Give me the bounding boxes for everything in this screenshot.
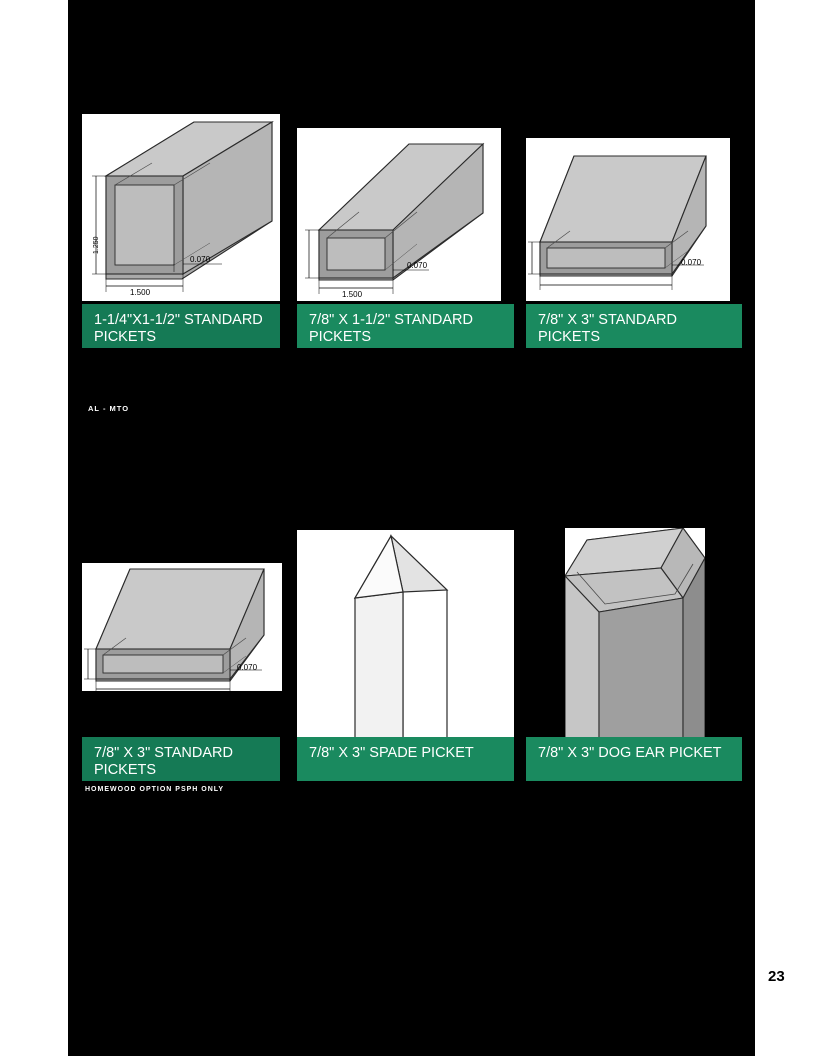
rect-tube-drawing-2	[297, 128, 501, 301]
product-image-6	[565, 528, 705, 740]
product-tile-2[interactable]	[297, 114, 514, 358]
dog-ear-picket-drawing	[565, 528, 705, 740]
product-tile-4[interactable]	[82, 563, 280, 783]
product-caption-4: 7/8" X 3" STANDARD PICKETS	[82, 737, 280, 781]
product-tile-3[interactable]	[526, 114, 742, 358]
product-tile-5[interactable]	[297, 530, 514, 783]
page-number: 23	[768, 968, 785, 985]
product-tile-6[interactable]	[526, 528, 742, 783]
dim-height-1: 1.250	[93, 236, 100, 254]
product-caption-1: 1-1/4"X1-1/2" STANDARD PICKETS	[82, 304, 280, 348]
flat-tube-drawing-3	[526, 138, 730, 301]
dim-width-1: 1.500	[130, 288, 151, 297]
spade-picket-drawing	[297, 530, 514, 738]
product-image-1	[82, 114, 280, 301]
product-caption-5: 7/8" X 3" SPADE PICKET	[297, 737, 514, 781]
product-caption-3: 7/8" X 3" STANDARD PICKETS	[526, 304, 742, 348]
dim-width-2: 1.500	[342, 290, 363, 299]
product-caption-6: 7/8" X 3" DOG EAR PICKET	[526, 737, 742, 781]
product-image-3	[526, 138, 730, 301]
dim-wall-3: 0.070	[681, 258, 702, 267]
product-image-5	[297, 530, 514, 738]
section-title	[762, 40, 796, 360]
product-image-2	[297, 128, 501, 301]
product-tile-1[interactable]	[82, 114, 280, 358]
dim-wall-1: 0.070	[190, 255, 211, 264]
dim-wall-2: 0.070	[407, 261, 428, 270]
section-title-text: HOMELAND PROFILES	[767, 40, 792, 304]
square-tube-drawing-1	[82, 114, 280, 301]
left-margin-strip	[0, 0, 68, 1056]
product-caption-2: 7/8" X 1-1/2" STANDARD PICKETS	[297, 304, 514, 348]
dim-wall-4: 0.070	[237, 663, 258, 672]
note-row-2: HOMEWOOD OPTION PSPH ONLY	[85, 786, 225, 793]
product-image-4	[82, 563, 282, 691]
note-row-1: AL - MTO	[88, 404, 130, 413]
